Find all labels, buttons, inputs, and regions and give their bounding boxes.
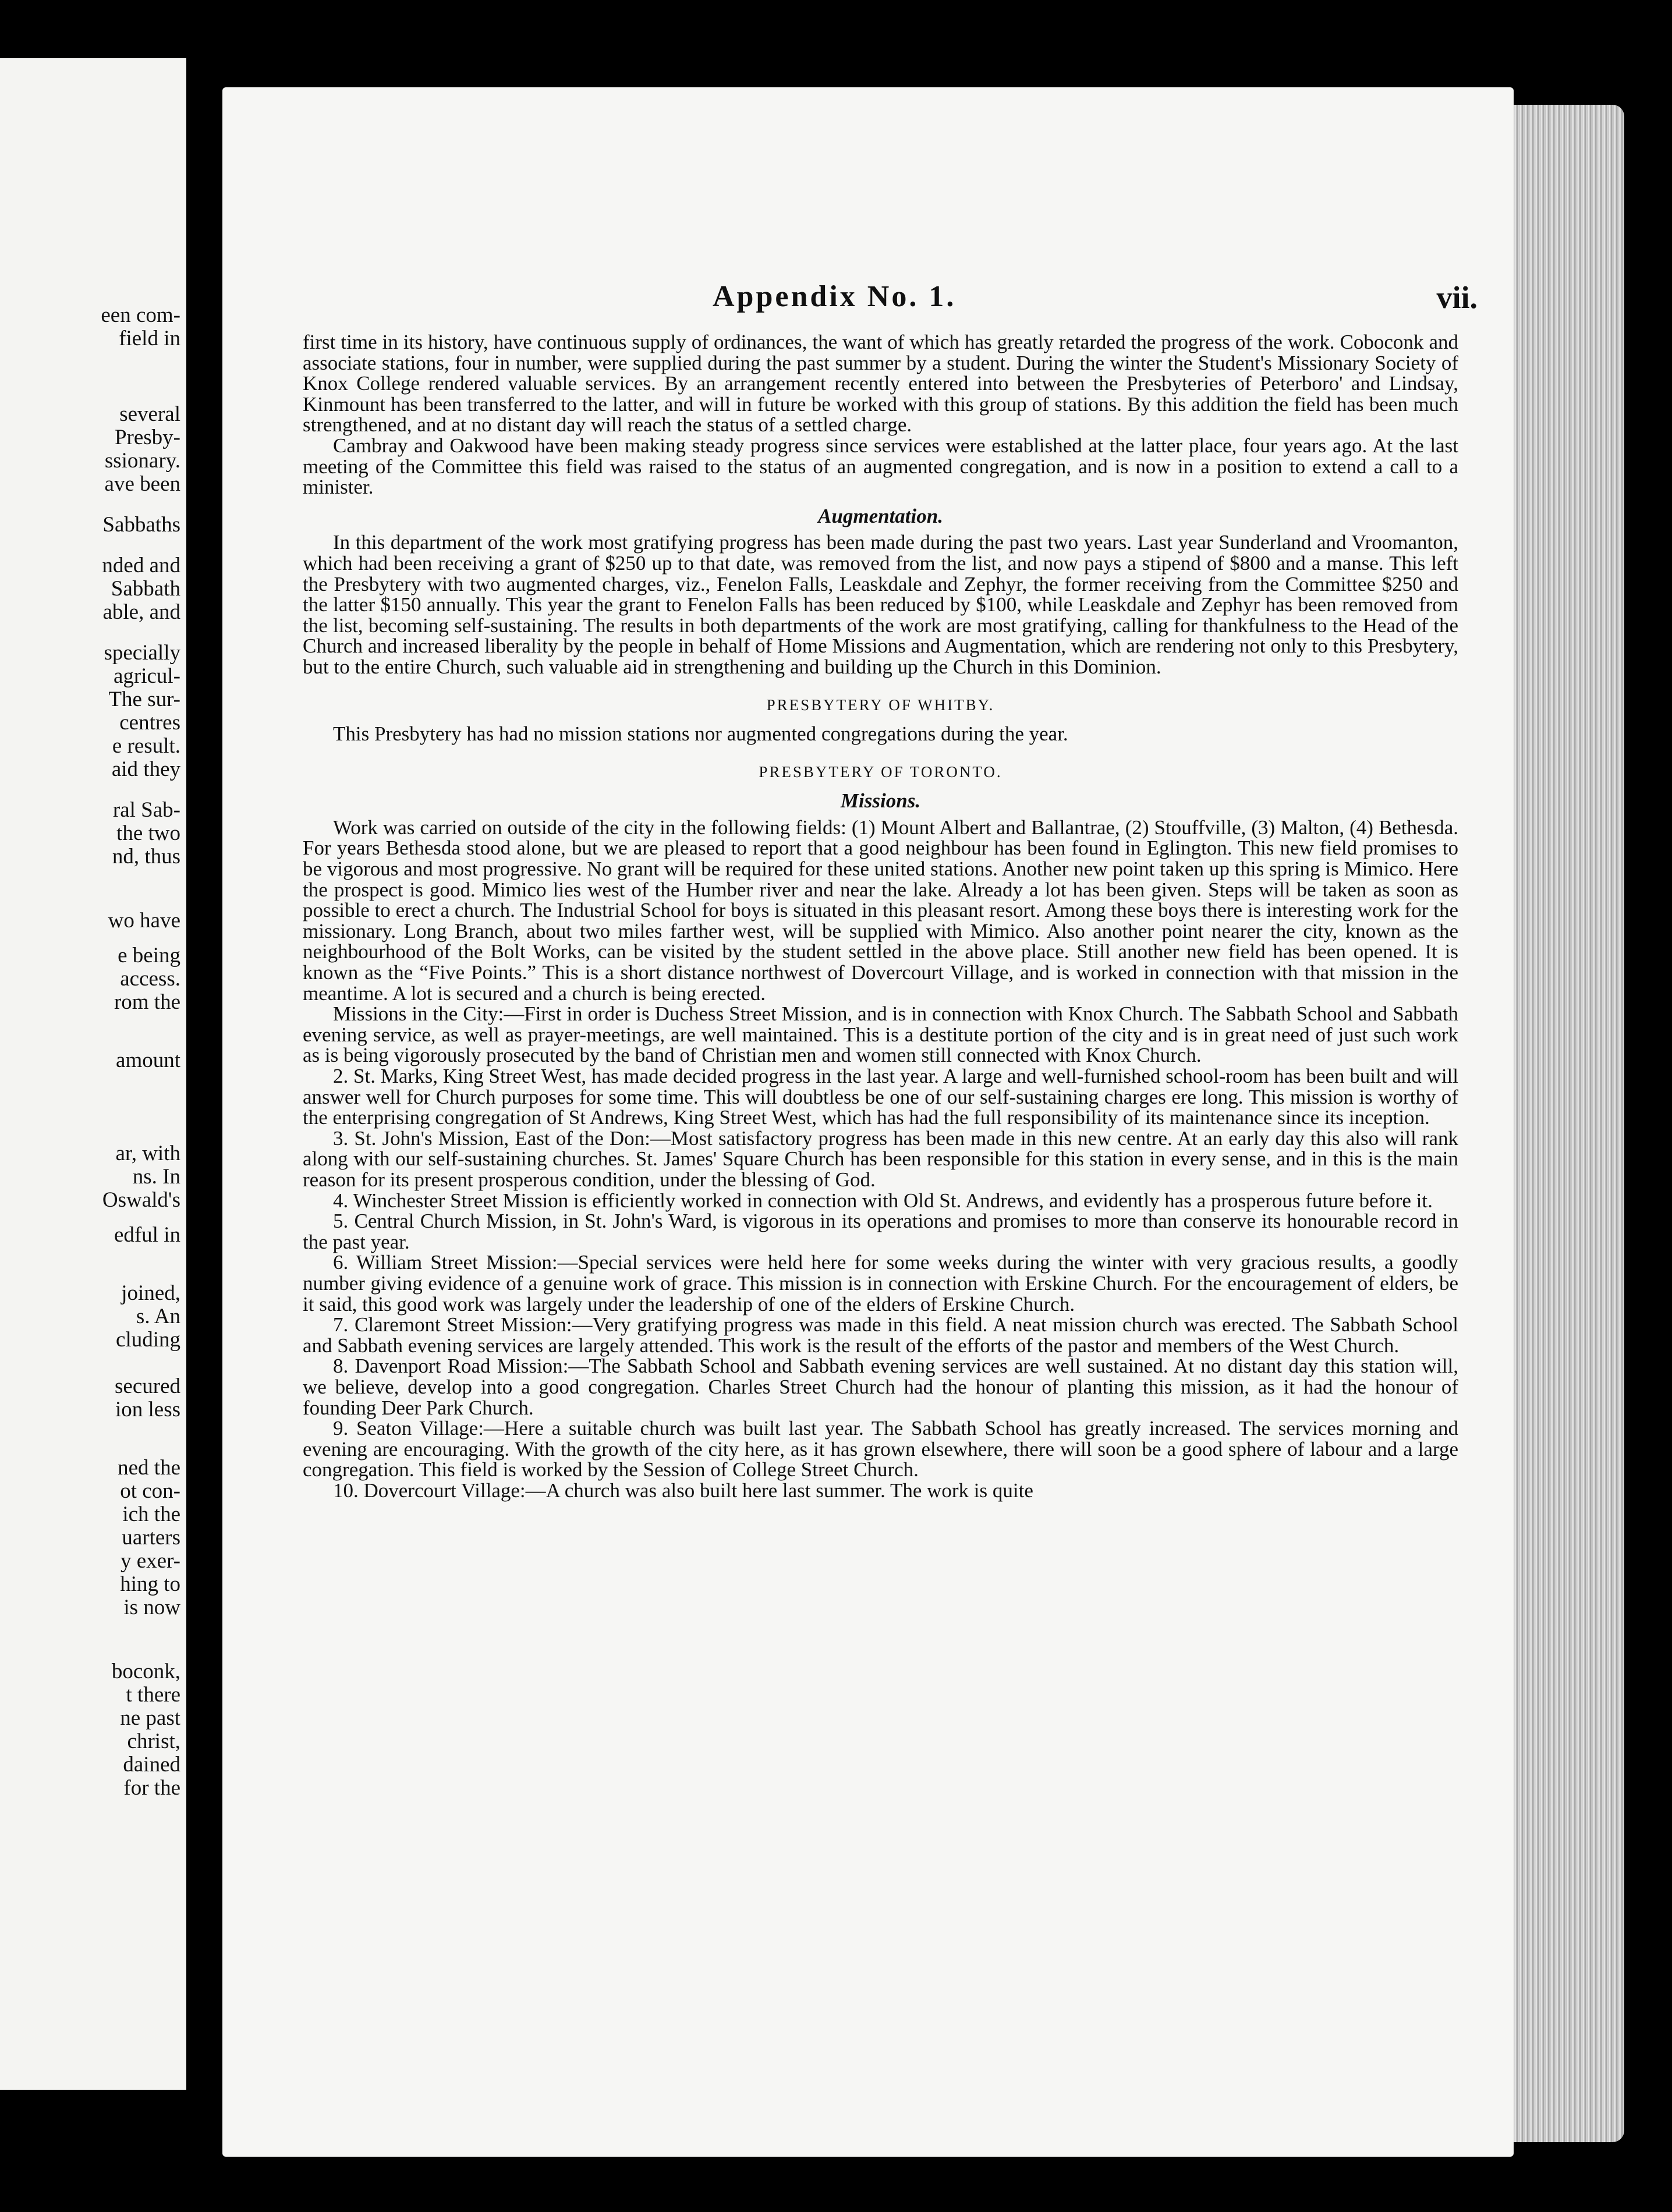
- paragraph: Cambray and Oakwood have been making steady progress since services were established at the latter place, four years ago. At the last meeting of the Committee this field was raised to the status of an augmented congregation, and is now in a position to extend a call to a minister.: [303, 434, 1458, 499]
- left-page-fragment-line: nd, thus: [112, 845, 180, 869]
- left-page-fragment-line: uarters: [122, 1526, 180, 1550]
- section-heading: Missions.: [840, 789, 921, 813]
- left-page-fragment-line: is now: [123, 1596, 180, 1619]
- left-page-fragment-line: aid they: [111, 757, 180, 781]
- left-page-fragment-line: ich the: [122, 1502, 180, 1526]
- left-page-fragment-line: Sabbath: [111, 577, 180, 601]
- left-page-fragment-line: the two: [116, 821, 180, 845]
- paragraph: 6. William Street Mission:—Special services were held here for some weeks during the winter with very gracious results, a goodly number giving evidence of a genuine work of grace. This mission is in connection with Erskine Church. For the encouragement of elders, be it said, this good work was largely under the leadership of one of the elders of Erskine Church.: [303, 1251, 1458, 1316]
- left-page-fragment-line: rom the: [114, 990, 180, 1014]
- paragraph: Missions in the City:—First in order is Duchess Street Mission, and is in connection with Knox Church. The Sabbath School and Sabbath evening service, as well as prayer-meetings, are well maintained. This is a destitute portion of the city and is in great need of just such work as is being vigorously prosecuted by the band of Christian men and women still connected with Knox Church.: [303, 1002, 1458, 1067]
- paragraph: 10. Dovercourt Village:—A church was also built here last summer. The work is quite: [333, 1479, 1033, 1502]
- left-page-fragment-line: nded and: [102, 554, 180, 577]
- presbytery-heading: PRESBYTERY OF WHITBY.: [766, 696, 995, 714]
- paragraph: 8. Davenport Road Mission:—The Sabbath School and Sabbath evening services are well sustained. At no distant day this station will, we believe, develop into a good congregation. Charles Street Church had the honour of planting this mission, as it had the honour of founding Deer Park Church.: [303, 1355, 1458, 1419]
- left-page-fragment-line: secured: [115, 1374, 180, 1398]
- paragraph: In this department of the work most gratifying progress has been made during the past two years. Last year Sunderland and Vroomanton, which had been receiving a grant of $250 up to that date, was removed from the list, and now pays a stipend of $800 and a manse. This left the Presbytery with two augmented charges, viz., Fenelon Falls, Leaskdale and Zephyr, the former receiving from the Committee $250 and the latter $150 annually. This year the grant to Fenelon Falls has been reduced by $100, while Leaskdale and Zephyr has been removed from the list, becoming self-sustaining. The results in both departments of the work are most gratifying, calling for thankfulness to the Head of the Church and increased liberality by the people in behalf of Home Missions and Augmentation, which are rendering not only to this Presbytery, but to the entire Church, such valuable aid in strengthening and building up the Church in this Dominion.: [303, 531, 1458, 678]
- left-page-fragment-line: christ,: [127, 1729, 180, 1753]
- paragraph: Work was carried on outside of the city in the following fields: (1) Mount Albert and Ballantrae, (2) Stouffville, (3) Malton, (4) Bethesda. For years Bethesda stood alone, but we are pleased to report that a good neighbour has been found in Eglington. This new field promises to be vigorous and most progressive. No grant will be required for these united stations. Another new point taken up this spring is Mimico. Here the prospect is good. Mimico lies west of the Humber river and near the lake. Already a lot has been given. Steps will be taken as soon as possible to erect a church. The Industrial School for boys is situated in this pleasant resort. Among these boys there is interesting work for the missionary. Long Branch, about two miles farther west, will be supplied with Mimico. Also another point nearer the city, known as the neighbourhood of the Bolt Works, can be visited by the student settled in the above place. Still another new field has been opened. It is known as the “Five Points.” This is a short distance northwest of Dovercourt Village, and is worked in connection with that mission in the meantime. A lot is secured and a church is being erected.: [303, 816, 1458, 1005]
- left-page-fragment-line: hing to: [120, 1572, 180, 1596]
- left-page-fragment-line: y exer-: [121, 1549, 180, 1573]
- left-page-fragment-line: boconk,: [111, 1660, 180, 1683]
- left-page-fragment-line: ned the: [118, 1456, 180, 1480]
- left-page-fragment-line: amount: [116, 1048, 180, 1072]
- left-page-fragment-line: joined,: [121, 1281, 180, 1305]
- left-page-fragment-line: ns. In: [132, 1165, 180, 1189]
- left-page-fragment-line: ion less: [115, 1398, 180, 1422]
- page-edges: [1514, 105, 1624, 2142]
- paragraph: 2. St. Marks, King Street West, has made decided progress in the last year. A large and well-furnished school-room has been built and will answer well for Church purposes for some time. This will doubtless be one of our self-sustaining charges ere long. This mission is worthy of the enterprising congregation of St Andrews, King Street West, which has had the full responsibility of its maintenance since its inception.: [303, 1065, 1458, 1129]
- paragraph: first time in its history, have continuous supply of ordinances, the want of which has greatly retarded the progress of the work. Coboconk and associate stations, four in number, were supplied during the past summer by a student. During the winter the Student's Missionary Society of Knox College rendered valuable services. By an arrangement recently entered into between the Presbyteries of Peterboro' and Lindsay, Kinmount has been transferred to the latter, and will in future be worked with this group of stations. By this addition the field has been much strengthened, and at no distant day will reach the status of a settled charge.: [303, 331, 1458, 437]
- left-page-fragment-line: field in: [119, 327, 180, 350]
- left-page-fragment-line: able, and: [102, 600, 180, 624]
- left-page-fragment-line: agricul-: [113, 664, 180, 688]
- left-page-fragment-line: ot con-: [120, 1479, 180, 1503]
- left-page-fragment-line: cluding: [116, 1328, 180, 1352]
- left-page-fragment-line: ral Sab-: [112, 798, 180, 822]
- left-page-fragment-line: een com-: [101, 303, 180, 327]
- left-page-fragment-line: Sabbaths: [102, 513, 180, 537]
- right-page: [222, 87, 1514, 2157]
- left-page-fragment-line: dained: [123, 1753, 180, 1777]
- left-page-fragment-line: The sur-: [108, 687, 180, 711]
- left-page-fragment-line: ssionary.: [104, 449, 180, 473]
- page-body: [303, 332, 1458, 1501]
- paragraph: 3. St. John's Mission, East of the Don:—Most satisfactory progress has been made in this new centre. At an early day this also will rank along with our self-sustaining churches. St. James' Square Church has been responsible for this station in every sense, and in this is the main reason for its present prosperous condition, under the blessing of God.: [303, 1126, 1458, 1191]
- paragraph: 7. Claremont Street Mission:—Very gratifying progress was made in this field. A neat mission church was erected. The Sabbath School and Sabbath evening services are largely attended. This work is the result of the efforts of the pastor and members of the West Church.: [303, 1313, 1458, 1357]
- page-header: [222, 279, 1514, 326]
- left-page-fragment-line: several: [119, 402, 180, 426]
- left-page-fragment-line: ar, with: [115, 1142, 180, 1165]
- left-page-fragment-line: t there: [126, 1683, 180, 1707]
- left-page-fragment-line: ave been: [104, 472, 180, 496]
- paragraph: 5. Central Church Mission, in St. John's Ward, is vigorous in its operations and promises to more than conserve its honourable record in the past year.: [303, 1210, 1458, 1253]
- page-number: vii.: [1436, 280, 1478, 315]
- presbytery-heading: PRESBYTERY OF TORONTO.: [759, 763, 1003, 781]
- running-head: Appendix No. 1.: [713, 280, 957, 313]
- paragraph: This Presbytery has had no mission stations nor augmented congregations during the year.: [333, 722, 1068, 746]
- left-page-fragment-line: access.: [120, 967, 180, 991]
- paragraph: 9. Seaton Village:—Here a suitable church was built last year. The Sabbath School has greatly increased. The services morning and evening are encouraging. With the growth of the city here, as it has grown elsewhere, there will soon be a good sphere of labour and a large congregation. This field is worked by the Session of College Street Church.: [303, 1417, 1458, 1481]
- left-page-fragment-line: Oswald's: [102, 1188, 180, 1212]
- left-page-fragment-line: edful in: [114, 1223, 180, 1247]
- left-page-fragment-line: specially: [104, 641, 180, 665]
- left-page-fragment-line: wo have: [108, 909, 180, 933]
- section-heading: Augmentation.: [818, 504, 943, 527]
- left-page-fragment: [0, 58, 186, 2090]
- left-page-fragment-line: centres: [119, 711, 180, 735]
- left-page-fragment-line: e being: [118, 944, 180, 967]
- left-page-fragment-line: for the: [123, 1776, 180, 1800]
- left-page-fragment-line: ne past: [120, 1706, 180, 1730]
- left-page-fragment-line: Presby-: [114, 426, 180, 449]
- paragraph: 4. Winchester Street Mission is efficiently worked in connection with Old St. Andrews, and evidently has a prosperous future before it.: [333, 1189, 1433, 1212]
- left-page-fragment-line: e result.: [112, 734, 180, 758]
- left-page-fragment-line: s. An: [136, 1304, 180, 1328]
